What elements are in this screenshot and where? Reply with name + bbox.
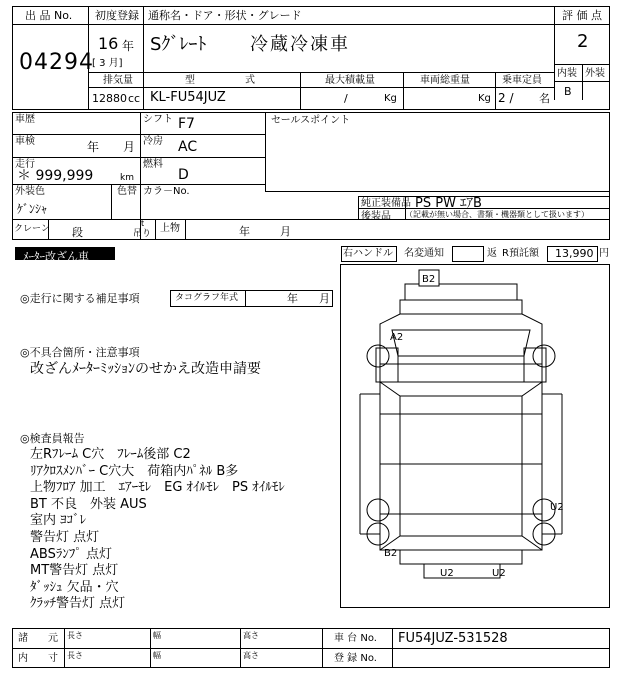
inspection-month: 月 (123, 140, 136, 154)
details-frame (12, 112, 610, 240)
mark-rear-left: B2 (384, 548, 398, 559)
lot-no-label: 出 品 No. (25, 9, 73, 22)
defects-text: 改ざんﾒｰﾀｰﾐｯｼｮﾝのせかえ改造申請要 (30, 361, 261, 377)
interior-length-label: 長さ (67, 651, 83, 660)
first-reg-label: 初度登録 (95, 9, 139, 22)
top-year: 年 (239, 225, 250, 238)
overall-score: 2 (577, 31, 589, 52)
chassis-label: 車 台 No. (334, 633, 377, 644)
shift-label: シフト (143, 114, 173, 125)
lot-number: 04294 (19, 50, 94, 75)
gross-weight-unit: Kg (478, 93, 491, 104)
exterior-score-label: 外装 (585, 68, 605, 79)
interior-height-label: 高さ (243, 651, 259, 660)
cooler-value: AC (178, 139, 198, 155)
inspector-line: MT警告灯 点灯 (30, 563, 119, 579)
mark-top: B2 (422, 274, 436, 285)
interior-score-label: 内装 (557, 68, 577, 79)
body-type: 冷蔵冷凍車 (250, 34, 350, 55)
vehicle-damage-diagram (340, 264, 610, 608)
top-label: 上物 (160, 223, 180, 234)
capacity-value: 2 / (498, 91, 514, 105)
reg-month: [ 3 月] (92, 58, 123, 69)
inspector-line: 左Rﾌﾚｰﾑ C穴 ﾌﾚｰﾑ後部 C2 (30, 447, 191, 462)
grade-name: Sｸﾞﾚｰﾄ (150, 34, 207, 55)
mileage-label: 走行 (15, 159, 35, 170)
recycle-label: R預託額 (502, 248, 539, 259)
inspector-line: BT 不良 外装 AUS (30, 496, 147, 512)
dims-label: 諸 元 (18, 633, 58, 644)
max-load-label: 最大積載量 (325, 75, 375, 86)
crane-tons-top: t (141, 219, 145, 228)
history-label: 車歴 (15, 114, 35, 125)
inspector-line: ﾀﾞｯｼｭ 欠品・穴 (30, 579, 119, 595)
max-load-unit: Kg (384, 93, 397, 104)
yen-label: 円 (599, 248, 609, 259)
reg-year: 16 (98, 34, 119, 53)
interior-width-label: 幅 (153, 651, 161, 660)
dims-height-label: 高さ (243, 631, 259, 640)
model-label: 型 (185, 75, 195, 86)
model-code: KL-FU54JUZ (150, 90, 226, 105)
mileage-unit: km (120, 173, 134, 183)
inspector-line: 警告灯 点灯 (30, 530, 100, 545)
dims-width-label: 幅 (153, 631, 161, 640)
aftermarket-label: 後装品 (361, 211, 391, 222)
capacity-unit: 名 (539, 92, 550, 105)
color-no-label: カラ－No. (143, 186, 190, 197)
color-label: 外装色 (15, 186, 45, 197)
reg-no-label: 登 録 No. (334, 653, 377, 664)
interior-score: B (564, 85, 572, 98)
interior-dims-label: 内 寸 (18, 653, 58, 664)
name-change-label: 名変通知 (404, 248, 444, 259)
inspector-line: ｸﾗｯﾁ警告灯 点灯 (30, 596, 126, 612)
cooler-label: 冷房 (143, 136, 163, 147)
displacement-unit: cc (128, 92, 141, 105)
supplement-title: ◎走行に関する補足事項 (20, 292, 140, 305)
capacity-label: 乗車定員 (502, 75, 542, 86)
fuel-label: 燃料 (143, 159, 163, 170)
displacement-value: 12880 (92, 92, 127, 105)
std-equip-label: 純正装備品 (361, 198, 411, 209)
inspector-line: ABSﾗﾝﾌﾟ 点灯 (30, 546, 112, 562)
right-hand-label: 右ハンドル (343, 248, 393, 259)
chassis-number: FU54JUZ-531528 (398, 631, 508, 646)
aftermarket-note: （記載が無い場合、書類・機器類として扱います） (405, 210, 589, 219)
displacement-label: 排気量 (103, 75, 133, 86)
crane-label: クレーン (14, 224, 50, 234)
tachograph-label: タコグラフ年式 (175, 293, 239, 303)
inspector-line: 室内 ﾖｺﾞﾚ (30, 513, 87, 529)
top-month: 月 (280, 225, 291, 238)
max-load-value: / (344, 92, 348, 105)
color-replace-label: 色替 (117, 186, 137, 197)
tachograph-month: 月 (319, 292, 330, 305)
mileage-value: ＊ 999,999 (17, 168, 94, 184)
defects-title: ◎不具合箇所・注意事項 (20, 346, 140, 359)
inspector-line: 上物ﾌﾛｱ 加工 ｴｱｰﾓﾚ EG ｵｲﾙﾓﾚ PS ｵｲﾙﾓﾚ (30, 480, 285, 496)
color-value: ｹﾞﾝｼｬ (17, 202, 48, 216)
sales-point-label: セールスポイント (271, 115, 351, 126)
inspector-line: ﾘｱｸﾛｽﾒﾝﾊﾞｰ C穴大 荷箱内ﾊﾟﾈﾙ B多 (30, 463, 239, 479)
fuel-value: D (178, 167, 189, 183)
crane-steps: 段 (72, 226, 83, 239)
mark-front-left: A2 (390, 332, 404, 343)
name-change-box (452, 246, 484, 262)
model-label-2: 式 (245, 75, 255, 86)
odometer-tampered-badge: ﾒｰﾀｰ改ざん車 (15, 247, 115, 260)
inspector-title: ◎検査員報告 (20, 432, 85, 445)
dims-length-label: 長さ (67, 631, 83, 640)
gross-weight-label: 車両総重量 (420, 75, 470, 86)
model-header-label: 通称名・ドア・形状・グレード (148, 9, 302, 22)
mark-right: U2 (550, 502, 564, 513)
mark-rear-a: U2 (440, 568, 454, 579)
tachograph-year: 年 (287, 292, 298, 305)
reg-year-unit: 年 (122, 39, 135, 53)
return-label: 返 (487, 248, 497, 259)
score-label: 評 価 点 (562, 9, 602, 22)
crane-tons-bottom: 吊り (133, 229, 152, 239)
recycle-amount: 13,990 (555, 247, 594, 260)
mark-rear-b: U2 (492, 568, 506, 579)
inspection-label: 車検 (15, 136, 35, 147)
shift-value: F7 (178, 116, 195, 132)
inspection-year: 年 (87, 140, 100, 154)
std-equip-value: PS PW ｴｱB (415, 196, 482, 211)
